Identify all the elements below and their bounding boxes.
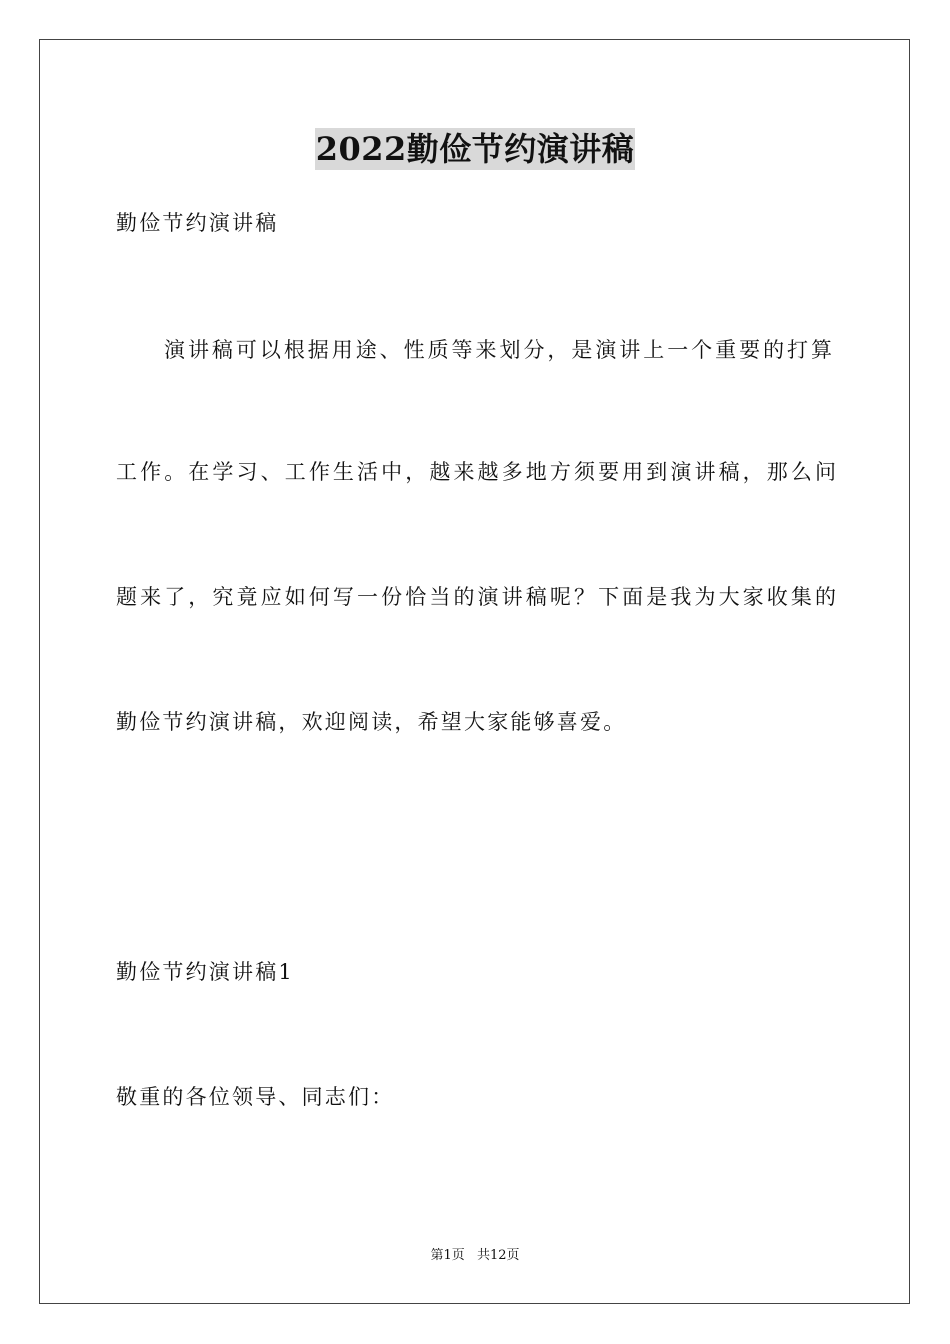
title-container	[0, 128, 950, 170]
page-number: 第1页	[430, 1248, 465, 1263]
greeting-line: 敬重的各位领导、同志们：	[116, 1085, 395, 1109]
section-heading: 勤俭节约演讲稿1	[116, 960, 294, 984]
page-total: 共12页	[476, 1248, 520, 1263]
subtitle-line: 勤俭节约演讲稿	[116, 211, 279, 235]
document-title: 2022勤俭节约演讲稿	[315, 130, 635, 168]
paragraph-line-4: 勤俭节约演讲稿，欢迎阅读，希望大家能够喜爱。	[116, 710, 627, 734]
page-footer	[0, 1247, 950, 1265]
paragraph-line-2: 工作。在学习、工作生活中，越来越多地方须要用到演讲稿，那么问	[116, 460, 836, 484]
paragraph-line-1: 演讲稿可以根据用途、性质等来划分，是演讲上一个重要的打算	[164, 338, 832, 362]
paragraph-line-3: 题来了，究竟应如何写一份恰当的演讲稿呢？下面是我为大家收集的	[116, 585, 836, 609]
